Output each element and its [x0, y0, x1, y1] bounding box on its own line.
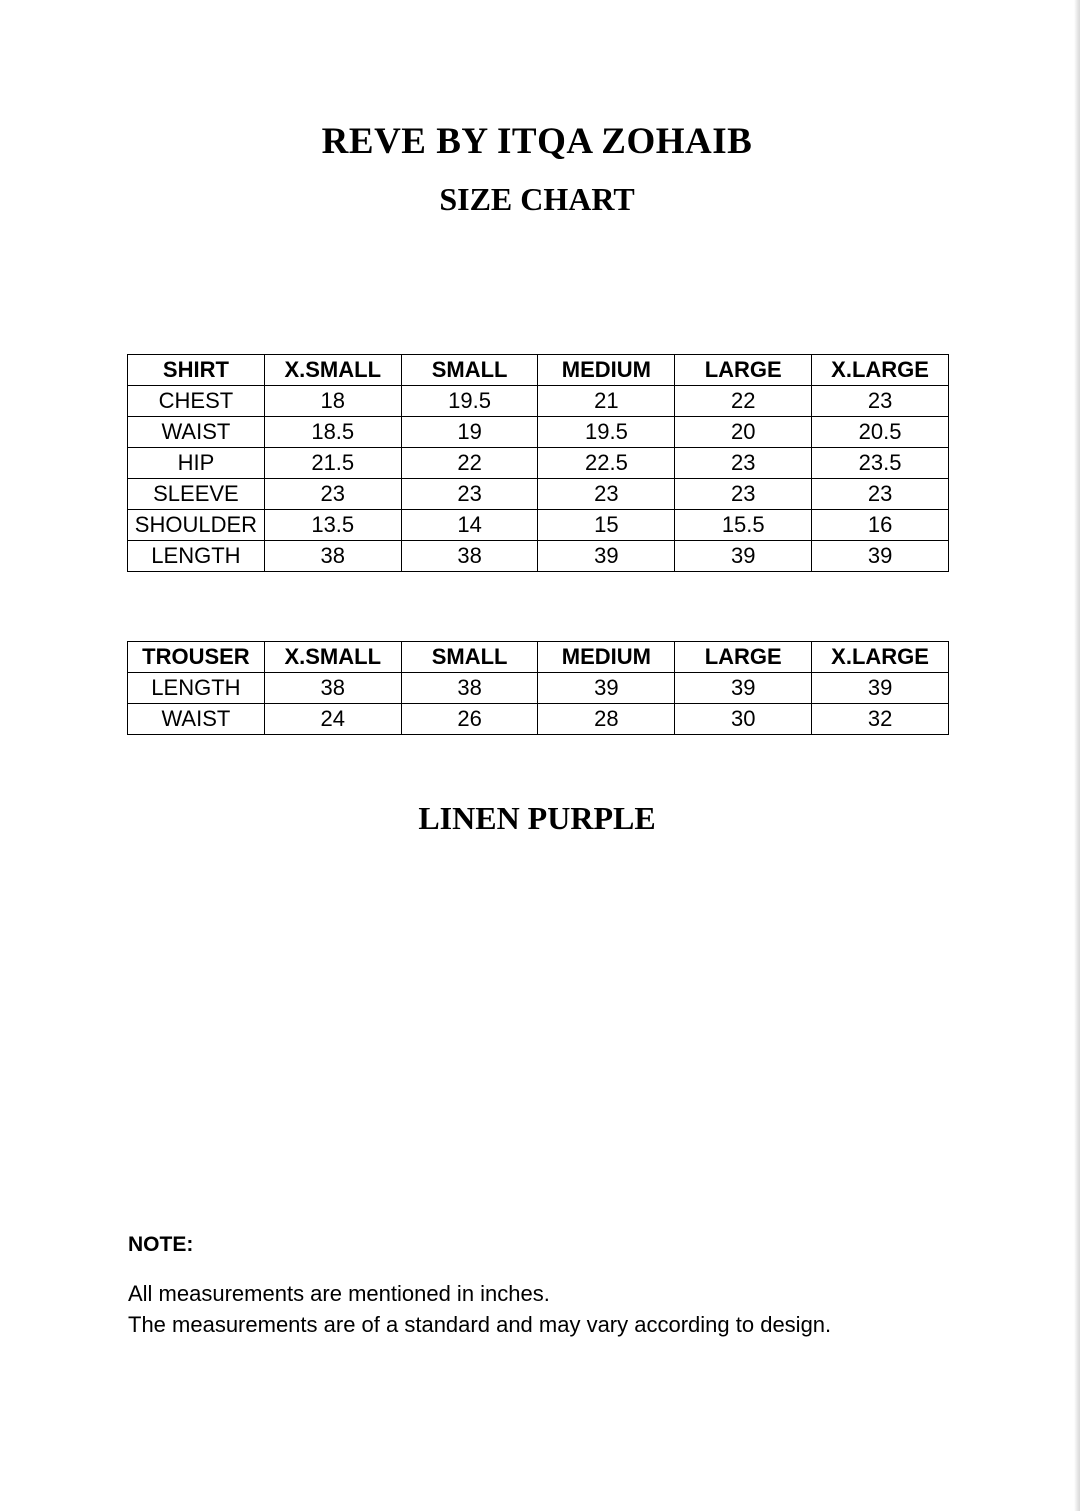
table-cell: 18: [264, 386, 401, 417]
table-cell: 19.5: [538, 417, 675, 448]
table-header-row: [128, 642, 949, 673]
column-header: SMALL: [401, 642, 538, 673]
table-row: [128, 448, 949, 479]
table-cell: 39: [675, 673, 812, 704]
table-cell: HIP: [128, 448, 265, 479]
shirt-size-table: [127, 354, 949, 572]
table-cell: 19.5: [401, 386, 538, 417]
column-header: TROUSER: [128, 642, 265, 673]
column-header: SMALL: [401, 355, 538, 386]
table-cell: 23: [538, 479, 675, 510]
column-header: X.SMALL: [264, 642, 401, 673]
table-cell: 39: [812, 673, 949, 704]
table-cell: 30: [675, 704, 812, 735]
table-cell: 23: [675, 479, 812, 510]
brand-title: REVE BY ITQA ZOHAIB: [321, 121, 753, 162]
table-cell: 39: [538, 673, 675, 704]
table-cell: 23: [675, 448, 812, 479]
table-cell: LENGTH: [128, 673, 265, 704]
column-header: X.SMALL: [264, 355, 401, 386]
table-row: [128, 479, 949, 510]
table-cell: 23: [812, 386, 949, 417]
page-edge-shadow: [1074, 0, 1080, 1511]
trouser-size-table: [127, 641, 949, 735]
table-row: [128, 673, 949, 704]
table-cell: 22: [401, 448, 538, 479]
column-header: LARGE: [675, 355, 812, 386]
column-header: MEDIUM: [538, 355, 675, 386]
table-cell: 26: [401, 704, 538, 735]
table-cell: 39: [675, 541, 812, 572]
table-cell: 38: [264, 541, 401, 572]
table-cell: 39: [812, 541, 949, 572]
table-cell: 21.5: [264, 448, 401, 479]
table-row: [128, 510, 949, 541]
table-cell: 24: [264, 704, 401, 735]
table-row: [128, 704, 949, 735]
table-cell: 39: [538, 541, 675, 572]
table-header-row: [128, 355, 949, 386]
column-header: SHIRT: [128, 355, 265, 386]
table-row: [128, 541, 949, 572]
column-header: X.LARGE: [812, 642, 949, 673]
table-cell: 16: [812, 510, 949, 541]
table-cell: 19: [401, 417, 538, 448]
column-header: LARGE: [675, 642, 812, 673]
table-cell: 38: [401, 541, 538, 572]
table-cell: 23: [264, 479, 401, 510]
table-cell: CHEST: [128, 386, 265, 417]
table-cell: LENGTH: [128, 541, 265, 572]
table-cell: 32: [812, 704, 949, 735]
table-cell: 38: [264, 673, 401, 704]
table-cell: WAIST: [128, 704, 265, 735]
note-label: NOTE:: [128, 1233, 194, 1256]
product-name: LINEN PURPLE: [418, 800, 656, 836]
table-cell: WAIST: [128, 417, 265, 448]
table-cell: 15.5: [675, 510, 812, 541]
column-header: MEDIUM: [538, 642, 675, 673]
table-cell: 23: [401, 479, 538, 510]
table-cell: 13.5: [264, 510, 401, 541]
note-line: The measurements are of a standard and may vary according to design.: [128, 1312, 832, 1337]
table-cell: 20.5: [812, 417, 949, 448]
table-cell: 15: [538, 510, 675, 541]
table-cell: 38: [401, 673, 538, 704]
table-cell: 28: [538, 704, 675, 735]
table-cell: 22: [675, 386, 812, 417]
table-cell: 22.5: [538, 448, 675, 479]
table-cell: 21: [538, 386, 675, 417]
table-cell: 14: [401, 510, 538, 541]
table-cell: SHOULDER: [128, 510, 265, 541]
size-chart-title: SIZE CHART: [439, 181, 635, 217]
table-row: [128, 417, 949, 448]
table-cell: 18.5: [264, 417, 401, 448]
table-cell: 23.5: [812, 448, 949, 479]
table-cell: SLEEVE: [128, 479, 265, 510]
table-row: [128, 386, 949, 417]
column-header: X.LARGE: [812, 355, 949, 386]
table-cell: 23: [812, 479, 949, 510]
note-line: All measurements are mentioned in inches.: [128, 1281, 550, 1306]
table-cell: 20: [675, 417, 812, 448]
